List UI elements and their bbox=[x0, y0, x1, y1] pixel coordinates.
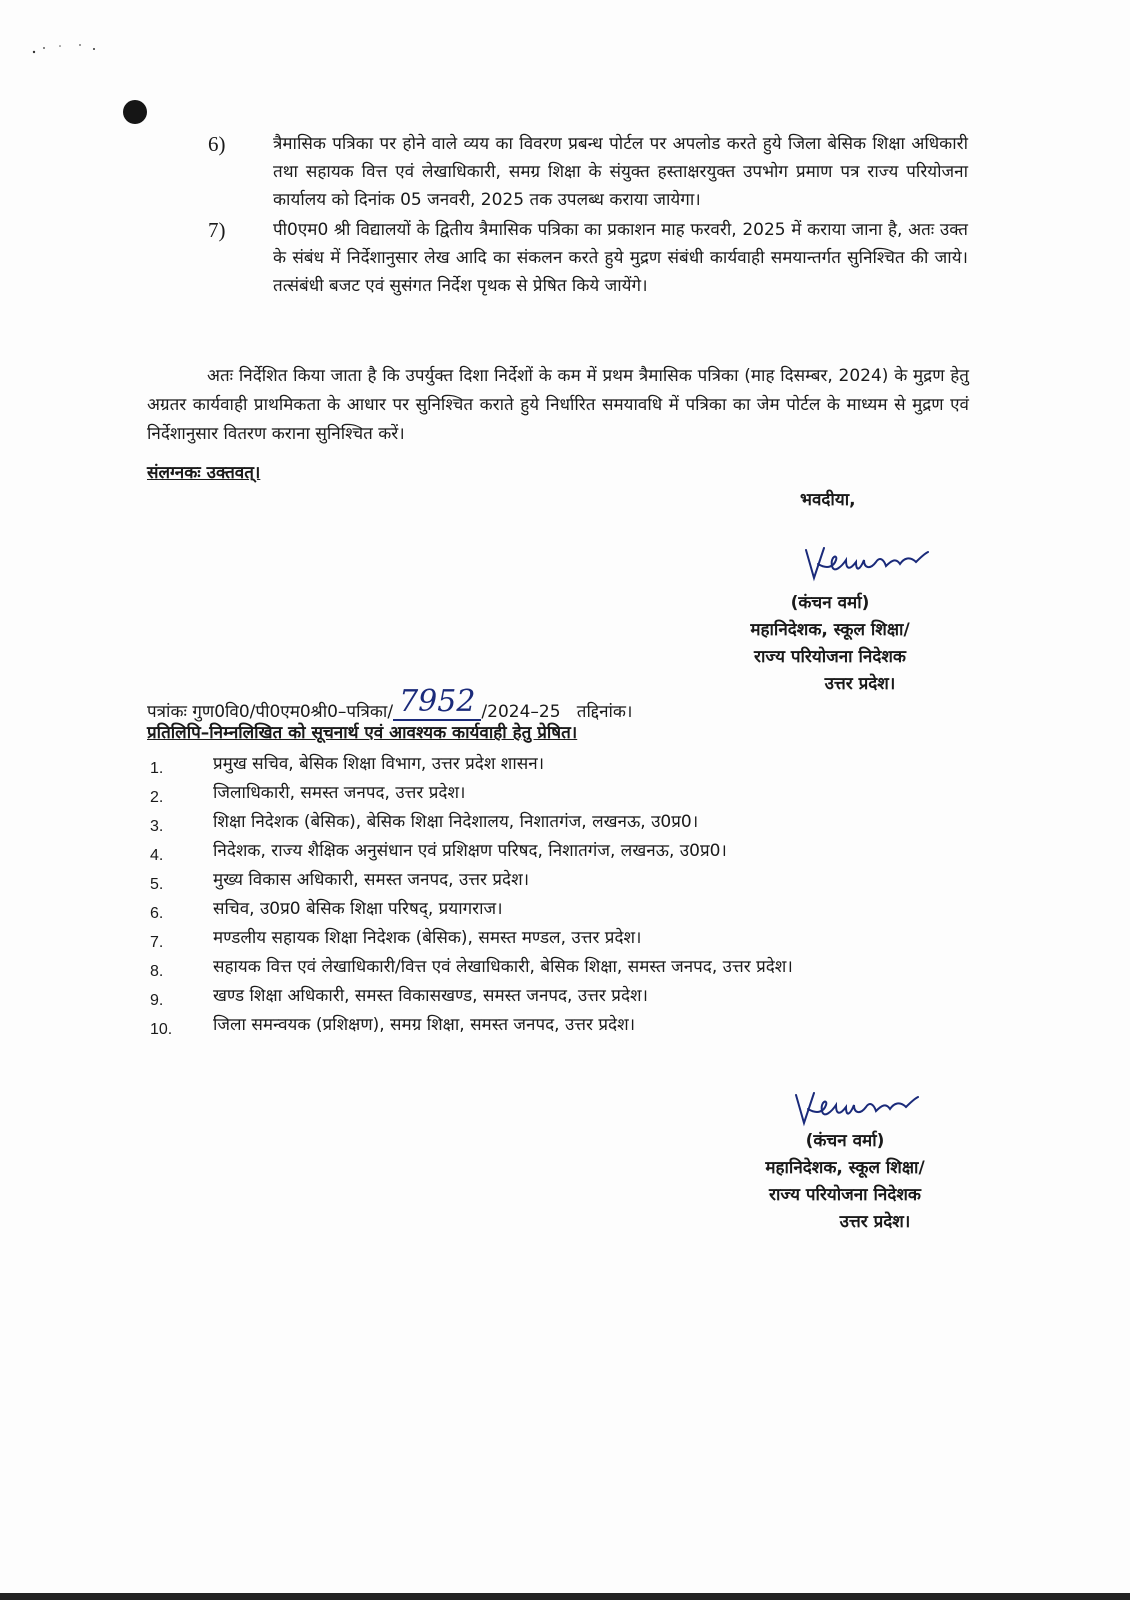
signatory-state: उत्तर प्रदेश। bbox=[839, 1212, 911, 1232]
signatory-designation: महानिदेशक, स्कूल शिक्षा/ bbox=[765, 1158, 925, 1178]
reference-number: 7952 bbox=[393, 684, 481, 721]
point-number: 7) bbox=[208, 218, 226, 242]
signatory-designation: राज्य परियोजना निदेशक bbox=[769, 1185, 921, 1205]
copy-list bbox=[150, 750, 970, 1040]
handwritten-signature bbox=[790, 1085, 920, 1130]
point-text: त्रैमासिक पत्रिका पर होने वाले व्यय का विवरण प्रबन्ध पोर्टल पर अपलोड करते हुये जिला बेसिक शिक्षा अधिकारी तथा सहायक वित्त एवं लेखाधिकारी, समग्र शिक्षा के संयुक्त हस्ताक्षरयुक्त उपभोग प्रमाण पत्र राज्य परियोजना कार्यालय को दिनांक 05 जनवरी, 2025 तक उपलब्ध कराया जायेगा। bbox=[273, 134, 968, 210]
closing-salutation: भवदीया, bbox=[800, 490, 856, 510]
reference-date: तद्दिनांक। bbox=[576, 702, 633, 722]
list-item bbox=[150, 750, 970, 779]
list-text: निदेशक, राज्य शैक्षिक अनुसंधान एवं प्रशिक्षण परिषद, निशातगंज, लखनऊ, उ0प्र0। bbox=[213, 841, 727, 861]
signatory-designation: महानिदेशक, स्कूल शिक्षा/ bbox=[750, 620, 910, 640]
signatory-name: (कंचन वर्मा) bbox=[805, 1131, 885, 1151]
copy-heading: प्रतिलिपि–निम्नलिखित को सूचनार्थ एवं आवश्यक कार्यवाही हेतु प्रेषित। bbox=[147, 723, 578, 743]
list-item bbox=[150, 779, 970, 808]
list-text: जिलाधिकारी, समस्त जनपद, उत्तर प्रदेश। bbox=[213, 783, 466, 803]
list-item bbox=[150, 866, 970, 895]
list-number: 3. bbox=[150, 818, 164, 835]
enclosure-note: संलग्नकः उक्तवत्। bbox=[147, 463, 261, 483]
signature-block bbox=[700, 590, 960, 698]
list-text: सहायक वित्त एवं लेखाधिकारी/वित्त एवं लेखाधिकारी, बेसिक शिक्षा, समस्त जनपद, उत्तर प्रदेश। bbox=[213, 957, 793, 977]
signatory-state: उत्तर प्रदेश। bbox=[824, 674, 896, 694]
instruction-point bbox=[208, 130, 968, 214]
list-text: सचिव, उ0प्र0 बेसिक शिक्षा परिषद्, प्रयागराज। bbox=[213, 899, 503, 919]
list-number: 5. bbox=[150, 876, 164, 893]
list-item bbox=[150, 953, 970, 982]
list-item bbox=[150, 837, 970, 866]
list-item bbox=[150, 982, 970, 1011]
list-text: शिक्षा निदेशक (बेसिक), बेसिक शिक्षा निदेशालय, निशातगंज, लखनऊ, उ0प्र0। bbox=[213, 812, 699, 832]
handwritten-signature bbox=[800, 540, 930, 585]
list-text: प्रमुख सचिव, बेसिक शिक्षा विभाग, उत्तर प्रदेश शासन। bbox=[213, 754, 545, 774]
list-number: 7. bbox=[150, 934, 164, 951]
list-number: 10. bbox=[150, 1021, 173, 1038]
scan-specks bbox=[30, 40, 110, 60]
list-text: मुख्य विकास अधिकारी, समस्त जनपद, उत्तर प्रदेश। bbox=[213, 870, 530, 890]
scan-edge bbox=[0, 1593, 1130, 1600]
list-number: 6. bbox=[150, 905, 164, 922]
punch-hole bbox=[123, 100, 147, 124]
list-item bbox=[150, 924, 970, 953]
reference-prefix: पत्रांकः गुण0वि0/पी0एम0श्री0–पत्रिका/ bbox=[147, 702, 394, 722]
instruction-point bbox=[208, 216, 968, 300]
point-number: 6) bbox=[208, 132, 226, 156]
signatory-name: (कंचन वर्मा) bbox=[790, 593, 870, 613]
main-paragraph: अतः निर्देशित किया जाता है कि उपर्युक्त दिशा निर्देशों के कम में प्रथम त्रैमासिक पत्रिका (माह दिसम्बर, 2024) के मुद्रण हेतु अग्रतर कार्यवाही प्राथमिकता के आधार पर सुनिश्चित कराते हुये निर्धारित समयावधि में पत्रिका का जेम पोर्टल के माध्यम से मुद्रण एवं निर्देशानुसार वितरण कराना सुनिश्चित करें। bbox=[147, 366, 969, 444]
signatory-designation: राज्य परियोजना निदेशक bbox=[754, 647, 906, 667]
point-text: पी0एम0 श्री विद्यालयों के द्वितीय त्रैमासिक पत्रिका का प्रकाशन माह फरवरी, 2025 में कराया जाना है, अतः उक्त के संबंध में निर्देशानुसार लेख आदि का संकलन करते हुये मुद्रण संबंधी कार्यवाही समयान्तर्गत सुनिश्चित की जाये। तत्संबंधी बजट एवं सुसंगत निर्देश पृथक से प्रेषित किये जायेंगे। bbox=[273, 220, 968, 296]
list-text: जिला समन्वयक (प्रशिक्षण), समग्र शिक्षा, समस्त जनपद, उत्तर प्रदेश। bbox=[213, 1015, 636, 1035]
reference-suffix: /2024–25 bbox=[481, 702, 561, 722]
list-number: 2. bbox=[150, 789, 164, 806]
signature-block bbox=[715, 1128, 975, 1236]
list-number: 4. bbox=[150, 847, 164, 864]
list-text: मण्डलीय सहायक शिक्षा निदेशक (बेसिक), समस्त मण्डल, उत्तर प्रदेश। bbox=[213, 928, 642, 948]
list-number: 8. bbox=[150, 963, 164, 980]
instruction-points bbox=[208, 130, 968, 300]
list-number: 1. bbox=[150, 760, 164, 777]
list-item bbox=[150, 808, 970, 837]
list-item bbox=[150, 1011, 970, 1040]
list-number: 9. bbox=[150, 992, 164, 1009]
list-item bbox=[150, 895, 970, 924]
list-text: खण्ड शिक्षा अधिकारी, समस्त विकासखण्ड, समस्त जनपद, उत्तर प्रदेश। bbox=[213, 986, 648, 1006]
